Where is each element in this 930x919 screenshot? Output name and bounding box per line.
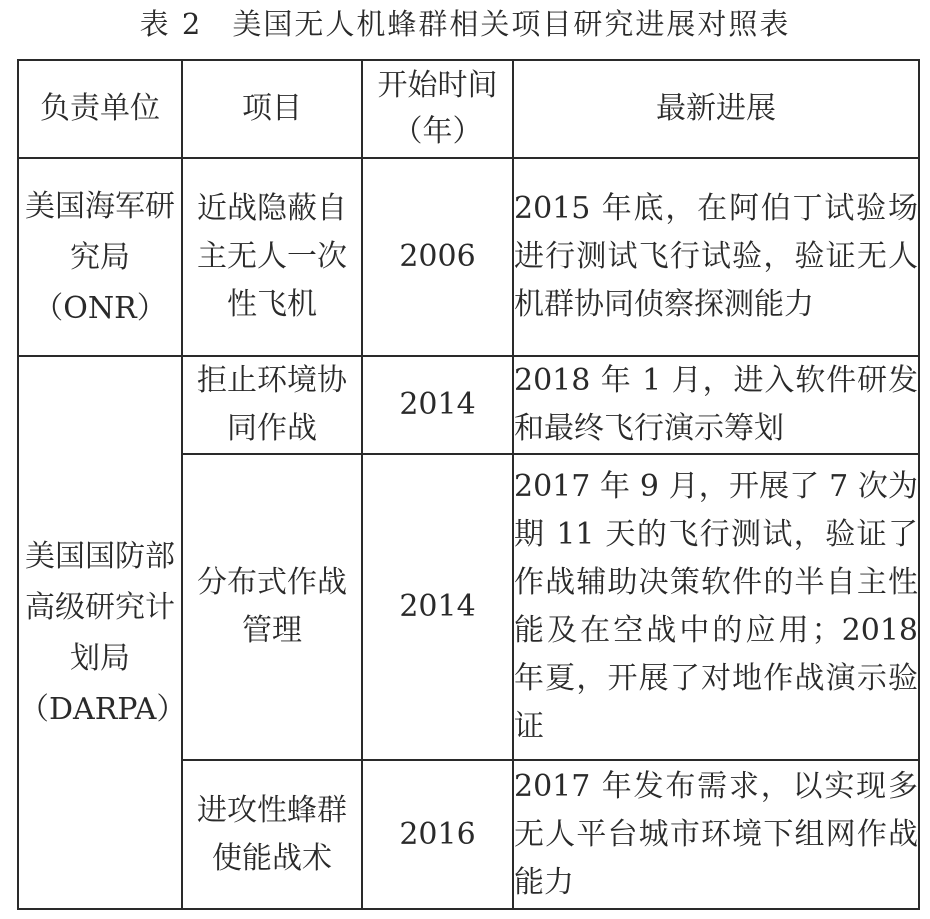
header-start-time: 开始时间（年）: [362, 60, 513, 158]
start-year-cell: 2006: [362, 158, 513, 356]
table-number: 表 2: [139, 7, 203, 41]
unit-cell-onr: 美国海军研究局（ONR）: [18, 158, 182, 356]
projects-table: [17, 59, 920, 910]
progress-cell: 2017 年发布需求，以实现多无人平台城市环境下组网作战能力: [513, 760, 919, 909]
header-project: 项目: [182, 60, 362, 158]
start-year-cell: 2014: [362, 356, 513, 454]
project-cell: 近战隐蔽自主无人一次性飞机: [182, 158, 362, 356]
project-cell: 分布式作战管理: [182, 454, 362, 760]
progress-cell: 2017 年 9 月，开展了 7 次为期 11 天的飞行测试，验证了作战辅助决策软件的半自主性能及在空战中的应用；2018 年夏，开展了对地作战演示验证: [513, 454, 919, 760]
progress-cell: 2015 年底，在阿伯丁试验场进行测试飞行试验，验证无人机群协同侦察探测能力: [513, 158, 919, 356]
table-title: 美国无人机蜂群相关项目研究进展对照表: [232, 7, 791, 41]
progress-cell: 2018 年 1 月，进入软件研发和最终飞行演示筹划: [513, 356, 919, 454]
table-row: [18, 158, 919, 356]
project-cell: 拒止环境协同作战: [182, 356, 362, 454]
unit-cell-darpa: 美国国防部高级研究计划局（DARPA）: [18, 356, 182, 909]
project-cell: 进攻性蜂群使能战术: [182, 760, 362, 909]
start-year-cell: 2014: [362, 454, 513, 760]
table-caption: [0, 2, 930, 46]
header-row: [18, 60, 919, 158]
header-unit: 负责单位: [18, 60, 182, 158]
header-progress: 最新进展: [513, 60, 919, 158]
start-year-cell: 2016: [362, 760, 513, 909]
table-row: [18, 356, 919, 454]
